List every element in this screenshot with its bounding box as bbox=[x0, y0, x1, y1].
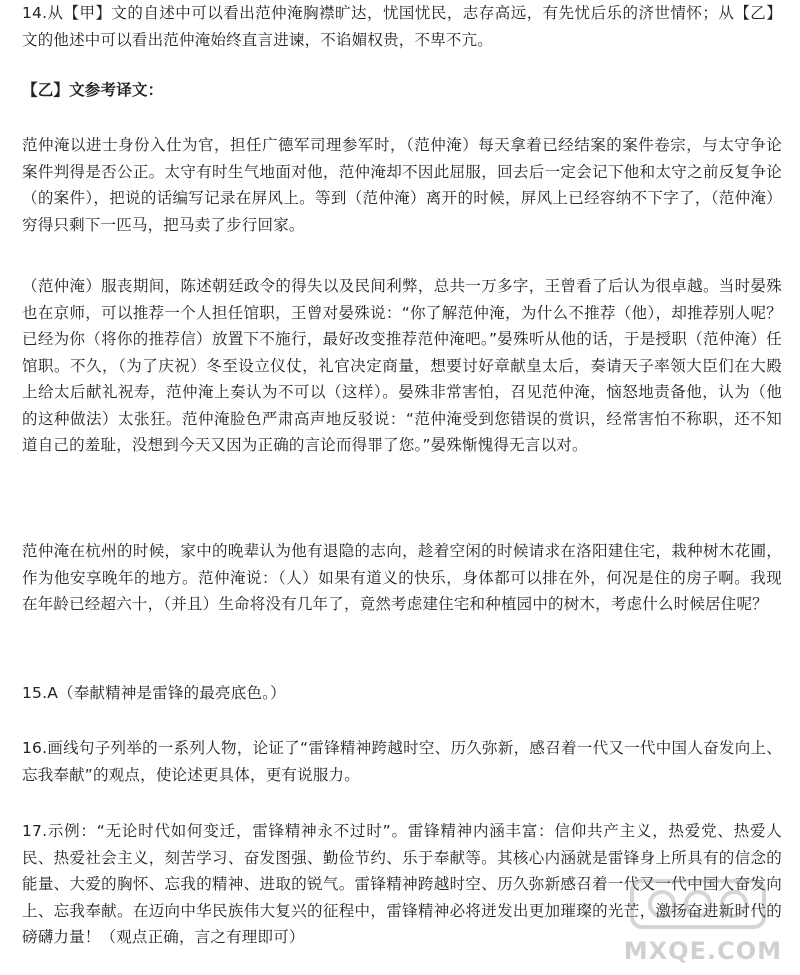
answer-14: 14.从【甲】文的自述中可以看出范仲淹胸襟旷达，忧国忧民，志存高远，有先忧后乐的济世情怀；从【乙】文的他述中可以看出范仲淹始终直言进谏，不谄媚权贵，不卑不亢。 bbox=[22, 4, 782, 49]
answer-16: 16.画线句子列举的一系列人物，论证了“雷锋精神跨越时空、历久弥新，感召着一代又一代中国人奋发向上、忘我奉献”的观点，使论述更具体，更有说服力。 bbox=[22, 739, 782, 784]
translation-paragraph-1: 范仲淹以进士身份入仕为官，担任广德军司理参军时，（范仲淹）每天拿着已经结案的案件卷宗，与太守争论案件判得是否公正。太守有时生气地面对他，范仲淹却不因此屈服，回去后一定会记下他和太守之前反复争论（的案件），把说的话编写记录在屏风上。等到（范仲淹）离开的时候，屏风上已经容纳不下字了，（范仲淹）穷得只剩下一匹马，把马卖了步行回家。 bbox=[22, 136, 782, 234]
answer-17: 17.示例：“无论时代如何变迁，雷锋精神永不过时”。雷锋精神内涵丰富：信仰共产主义，热爱党、热爱人民、热爱社会主义，刻苦学习、奋发图强、勤俭节约、乐于奉献等。其核心内涵就是雷锋身上所具有的信念的能量、大爱的胸怀、忘我的精神、进取的锐气。雷锋精神跨越时空、历久弥新感召着一代又一代中国人奋发向上、忘我奉献。在迈向中华民族伟大复兴的征程中，雷锋精神必将迸发出更加璀璨的光芒，激扬奋进新时代的磅礴力量！（观点正确，言之有理即可） bbox=[22, 822, 782, 946]
answer-15: 15.A（奉献精神是雷锋的最亮底色。） bbox=[22, 684, 286, 702]
translation-paragraph-3: 范仲淹在杭州的时候，家中的晚辈认为他有退隐的志向，趁着空闲的时候请求在洛阳建住宅，栽种树木花圃，作为他安享晚年的地方。范仲淹说：（人）如果有道义的快乐，身体都可以排在外，何况是住的房子啊。我现在年龄已经超六十，（并且）生命将没有几年了，竟然考虑建住宅和种植园中的树木，考虑什么时候居住呢？ bbox=[22, 542, 782, 613]
translation-paragraph-2: （范仲淹）服丧期间，陈述朝廷政令的得失以及民间利弊，总共一万多字，王曾看了后认为很卓越。当时晏殊也在京师，可以推荐一个人担任馆职，王曾对晏殊说：“你了解范仲淹，为什么不推荐（他），却推荐别人呢？已经为你（将你的推荐信）放置下不施行，最好改变推荐范仲淹吧。”晏殊听从他的话，于是授职（范仲淹）任馆职。不久，（为了庆祝）冬至设立仪仗，礼官决定商量，想要讨好章献皇太后，奏请天子率领大臣们在大殿上给太后献礼祝寿，范仲淹上奏认为不可以（这样）。晏殊非常害怕，召见范仲淹，恼怒地责备他，认为（他的这种做法）太张狂。范仲淹脸色严肃高声地反驳说：“范仲淹受到您错误的赏识，经常害怕不称职，还不知道自己的羞耻，没想到今天又因为正确的言论而得罪了您。”晏殊惭愧得无言以对。 bbox=[22, 277, 782, 454]
watermark-text: MXQE.COM bbox=[623, 937, 782, 965]
translation-heading: 【乙】文参考译文： bbox=[22, 81, 164, 99]
